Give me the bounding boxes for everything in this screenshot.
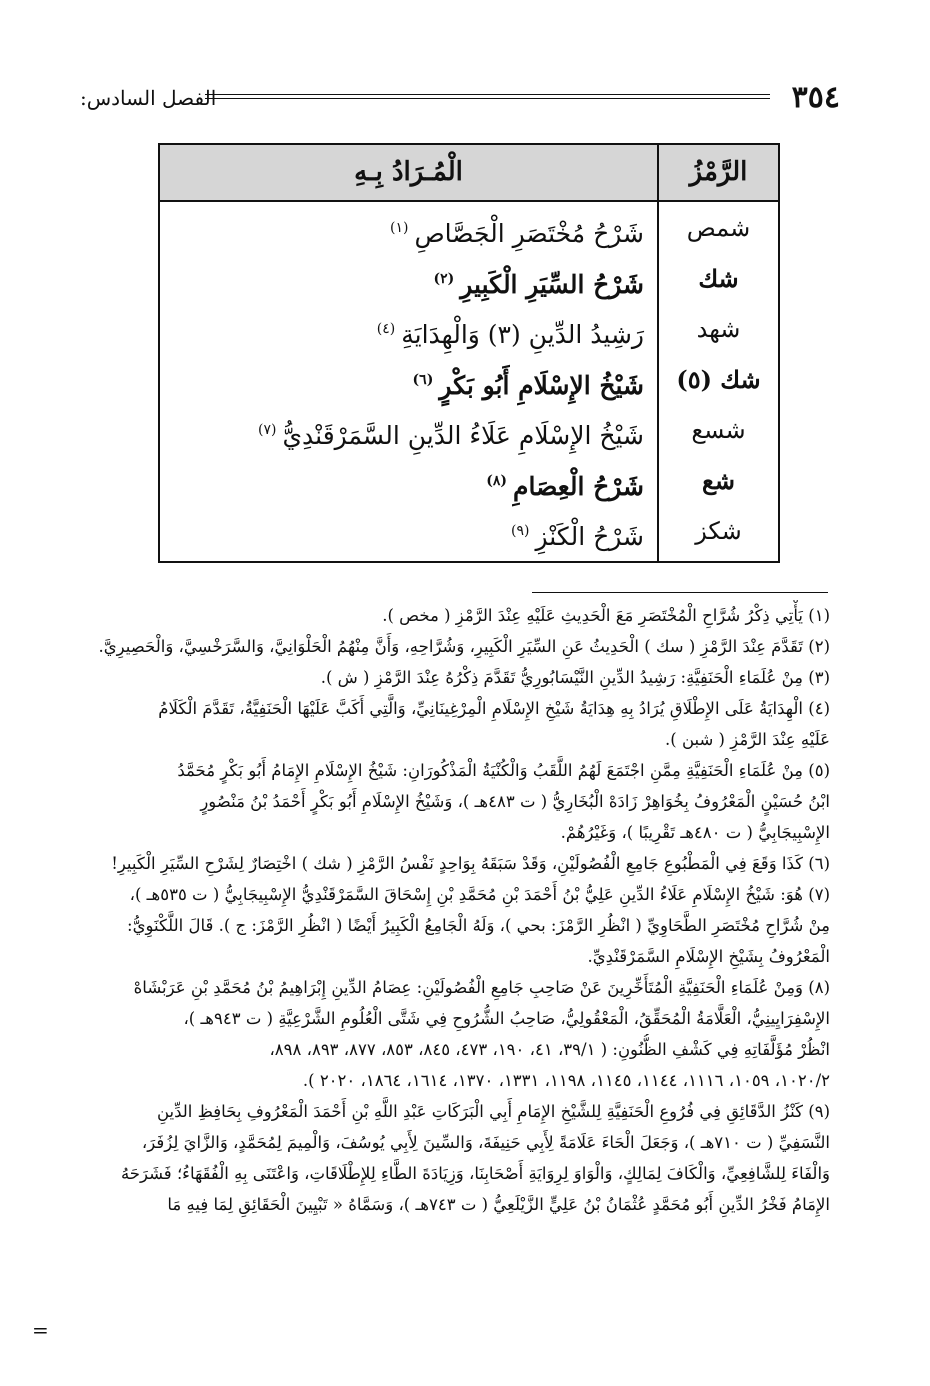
meaning-cell xyxy=(170,253,644,304)
footnote-line: (٧) هُوَ: شَيْخُ الإِسْلَامِ عَلَاءُ الدِّينِ عَلِيُّ بْنُ أَحْمَدَ بْنِ مُحَمَّدِ بْنِ إِسْحَاقَ السَّمَرْقَنْدِيُّ الإِسْبِيجَابِيُّ ( ت ٥٣٥هـ )، xyxy=(129,885,830,904)
footnote-ref[interactable]: (١) xyxy=(389,220,409,236)
footnote-line: (٦) كَذَا وَقَعَ فِي الْمَطْبُوعِ جَامِعِ الْفُصُولَيْنِ، وَقَدْ سَبَقَهُ بِوَاحِدٍ نَفْسُ الرَّمْزِ ( شك ) اخْتِصَارٌ لِشَرْحِ السِّيَرِ الْكَبِيرِ! xyxy=(111,854,830,873)
footnote-line: (٤) الْهِدَايَةُ عَلَى الإِطْلَاقِ يُرَادُ بِهِ هِدَايَةُ شَيْخِ الإِسْلَامِ الْمِرْغِينَانِيِّ، وَالَّتِي أَكَبَّ عَلَيْهَا الْحَنَفِيَّةُ، تَقَدَّمَ الْكَلَامُ xyxy=(158,699,830,718)
meaning-text: رَشِيدُ الدِّينِ (٣) وَالْهِدَايَةِ xyxy=(401,320,644,349)
symbol-cell: شسع xyxy=(691,416,746,444)
column-header-symbol: الرَّمْزُ xyxy=(689,157,748,187)
symbol-cell: شمص xyxy=(686,214,751,242)
meaning-text: شَرْحُ الْكَنْزِ xyxy=(535,522,644,551)
symbols-table xyxy=(158,143,780,563)
footnote-ref[interactable]: (٧) xyxy=(258,422,277,438)
footnote-line: النَّسَفِيِّ ( ت ٧١٠هـ )، وَجَعَلَ الْحَاءَ عَلَامَةً لِأَبِي حَنِيفَةَ، وَالسِّينَ لِأَبِي يُوسُفَ، وَالْمِيمَ لِمُحَمَّدٍ، وَالزَّايَ لِزُفَرَ، xyxy=(141,1133,830,1152)
continuation-mark: = xyxy=(32,1318,49,1342)
symbol-cell: شكز xyxy=(695,517,742,545)
symbol-cell: شع xyxy=(702,465,735,495)
footnote-line: (٣) مِنْ عُلَمَاءِ الْحَنَفِيَّةِ: رَشِيدُ الدِّينِ النَّيْسَابُورِيُّ تَقَدَّمَ ذِكْرُهُ عِنْدَ الرَّمْزِ ( ش ). xyxy=(320,668,830,687)
meaning-text: شَيْخُ الإِسْلَامِ أَبُو بَكْرٍ xyxy=(439,370,644,400)
footnote-line: مِنْ شُرَّاحِ مُخْتَصَرِ الطَّحَاوِيِّ ( انْظُرِ الرَّمْزَ: بحي )، وَلَهُ الْجَامِعُ الْكَبِيرُ أَيْضًا ( انْظُرِ الرَّمْزَ: ج ). قَالَ اللَّكْنَوِيُّ: xyxy=(127,916,830,935)
table-body xyxy=(160,202,778,561)
footnote-line: (٩) كَنْزُ الدَّقَائِقِ فِي فُرُوعِ الْحَنَفِيَّةِ لِلشَّيْخِ الإِمَامِ أَبِي الْبَرَكَاتِ عَبْدِ اللَّهِ بْنِ أَحْمَدَ الْمَعْرُوفِ بِحَافِظِ الدِّينِ xyxy=(156,1102,830,1121)
page-number: ٣٥٤ xyxy=(791,80,840,115)
running-header xyxy=(80,78,840,118)
footnote-line: انْظُرْ مُؤَلَّفَاتِهِ فِي كَشْفِ الظُّنُونِ: ( ٣٩/١، ٤١، ١٩٠، ٤٧٣، ٨٤٥، ٨٥٣، ٨٧٧، ٨٩٣، ٨٩٨، xyxy=(269,1040,830,1059)
footnote-ref[interactable]: (٨) xyxy=(486,472,508,489)
table-row xyxy=(160,455,778,506)
meaning-text: شَرْحُ مُخْتَصَرِ الْجَصَّاصِ xyxy=(414,219,644,248)
meaning-cell xyxy=(170,202,644,253)
footnote-line: ١٠٢٠/٢، ١٠٥٩، ١١١٦، ١١٤٤، ١١٤٥، ١١٩٨، ١٣٣١، ١٣٧٠، ١٦١٤، ١٨٦٤، ٢٠٢٠ ). xyxy=(302,1071,830,1090)
table-row xyxy=(160,253,778,304)
meaning-cell xyxy=(170,303,644,354)
table-row xyxy=(160,505,778,556)
meaning-text: شَيْخُ الإِسْلَامِ عَلَاءُ الدِّينِ السَّمَرْقَنْدِيُّ xyxy=(282,421,644,450)
footnote-line: الإِمَامُ فَخْرُ الدِّينِ أَبُو مُحَمَّدٍ عُثْمَانُ بْنُ عَلِيٍّ الزَّيْلَعِيُّ ( ت ٧٤٣هـ )، وَسَمَّاهُ « تَبْيِينَ الْحَقَائِقِ لِمَا فِيهِ مَا xyxy=(167,1195,830,1214)
header-rule xyxy=(205,94,770,99)
meaning-cell xyxy=(170,354,644,405)
table-row xyxy=(160,354,778,405)
column-header-meaning: الْمُـرَادُ بِـهِ xyxy=(354,157,463,187)
footnote-ref[interactable]: (٦) xyxy=(412,371,434,388)
footnote-line: الإِسْفِرَايِينِيُّ، الْعَلَّامَةُ الْمُحَقِّقُ، الْمَعْقُولِيُّ، صَاحِبُ الشُّرُوحِ فِي شَتَّى الْعُلُومِ الشَّرْعِيَّةِ ( ت ٩٤٣هـ )، xyxy=(183,1009,830,1028)
footnote-line: وَالْفَاءَ لِلشَّافِعِيِّ، وَالْكَافَ لِمَالِكٍ، وَالْوَاوَ لِرِوَايَةِ أَصْحَابِنَا، وَزِيَادَةَ الطَّاءِ لِلإِطْلَاقَاتِ، وَاعْتَنَى بِهِ الْفُقَهَاءُ؛ فَشَرَحَهُ xyxy=(120,1164,830,1183)
meaning-text: شَرْحُ السِّيَرِ الْكَبِيرِ xyxy=(460,269,644,299)
footnote-line: عَلَيْهِ عِنْدَ الرَّمْزِ ( شبن ). xyxy=(665,730,830,749)
symbol-cell: شهد xyxy=(696,315,741,343)
footnote-line: (٥) مِنْ عُلَمَاءِ الْحَنَفِيَّةِ مِمَّنِ اجْتَمَعَ لَهُمُ اللَّقَبُ وَالْكُنْيَةُ الْمَذْكُورَانِ: شَيْخُ الإِسْلَامِ الإِمَامُ أَبُو بَكْرٍ مُحَمَّدُ xyxy=(177,761,830,780)
footnote-separator xyxy=(532,592,828,593)
footnote-line: الْمَعْرُوفُ بِشَيْخِ الإِسْلَامِ السَّمَرْقَنْدِيِّ. xyxy=(587,947,830,966)
footnotes xyxy=(75,600,830,1220)
meaning-cell xyxy=(170,505,644,556)
footnote-ref[interactable]: (٩) xyxy=(510,523,530,539)
footnote-ref[interactable]: (٢) xyxy=(433,270,455,287)
table-row xyxy=(160,202,778,253)
table-row xyxy=(160,303,778,354)
footnote-line: الإِسْبِيجَابِيُّ ( ت ٤٨٠هـ تَقْرِيبًا )، وَغَيْرُهُمْ. xyxy=(560,823,830,842)
footnote-ref[interactable]: (٤) xyxy=(376,321,396,337)
footnote-line: (٨) وَمِنْ عُلَمَاءِ الْحَنَفِيَّةِ الْمُتَأَخِّرِينَ عَنْ صَاحِبِ جَامِعِ الْفُصُولَيْنِ: عِصَامُ الدِّينِ إِبْرَاهِيمُ بْنُ مُحَمَّدِ بْنِ عَرَبْشَاهْ xyxy=(133,978,830,997)
meaning-cell xyxy=(170,455,644,506)
symbol-cell: شك (٥) xyxy=(676,364,761,394)
footnote-line: (٢) تَقَدَّمَ عِنْدَ الرَّمْزِ ( سك ) الْحَدِيثُ عَنِ السِّيَرِ الْكَبِيرِ، وَشُرَّاحِهِ، وَأَنَّ مِنْهُمُ الْحَلْوَانِيَّ، وَالسَّرَخْسِيَّ، وَالْحَصِيرِيَّ. xyxy=(98,637,830,656)
footnote-line: ابْنُ حُسَيْنٍ الْمَعْرُوفُ بِخُوَاهِرْ زَادَهْ الْبُخَارِيُّ ( ت ٤٨٣هـ )، وَشَيْخُ الإِسْلَامِ أَبُو بَكْرٍ أَحْمَدُ بْنُ مَنْصُورٍ xyxy=(200,792,830,811)
meaning-text: شَرْحُ الْعِصَامِ xyxy=(513,471,644,501)
chapter-title: الفصل السادس: xyxy=(80,86,217,110)
meaning-cell xyxy=(170,404,644,455)
symbol-cell: شك xyxy=(698,263,739,293)
table-row xyxy=(160,404,778,455)
footnote-line: (١) يَأْتِي ذِكْرُ شُرَّاحِ الْمُخْتَصَرِ مَعَ الْحَدِيثِ عَلَيْهِ عِنْدَ الرَّمْزِ ( مخص ). xyxy=(382,606,830,625)
